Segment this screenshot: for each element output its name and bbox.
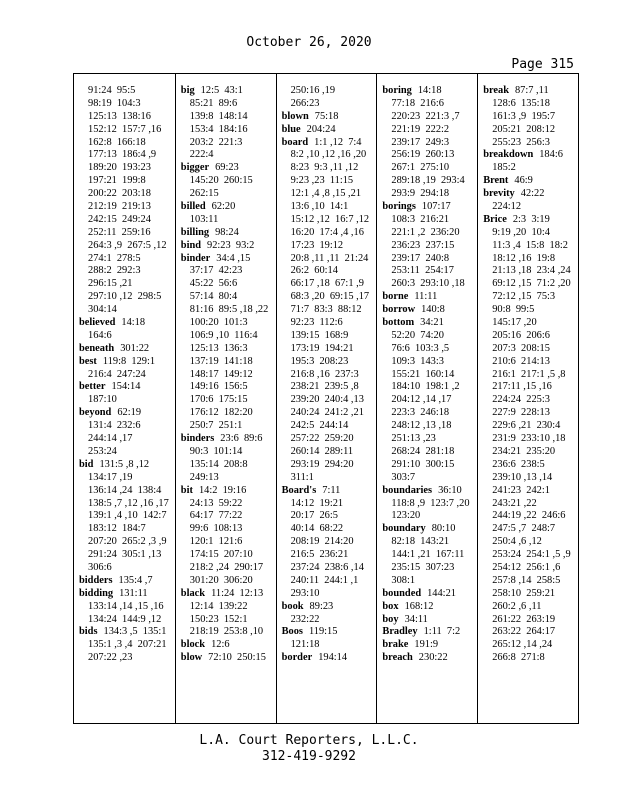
index-reference: 140:8 xyxy=(421,304,445,316)
index-reference: 34:4 ,15 xyxy=(216,252,251,264)
index-reference-line: 135:14 208:8 xyxy=(189,458,248,470)
index-reference-line: 255:23 256:3 xyxy=(492,136,550,148)
index-reference-line: 177:13 186:4 ,9 xyxy=(88,149,157,161)
index-reference: 87:7 ,11 xyxy=(514,85,549,96)
index-reference-line: 205:16 206:6 xyxy=(492,329,550,341)
index-reference-line: 291:24 305:1 ,13 xyxy=(88,549,162,561)
index-term: bidding 131:11 xyxy=(79,587,148,599)
index-reference-line: 152:12 157:7 ,16 xyxy=(88,123,162,135)
index-reference-line: 257:8 ,14 258:5 xyxy=(492,574,561,586)
index-reference-line: 222:4 xyxy=(189,149,214,161)
index-reference-line: 303:7 xyxy=(391,471,416,483)
index-reference-line: 260:14 289:11 xyxy=(290,445,354,457)
index-term: bid 131:5 ,8 ,12 xyxy=(79,458,150,470)
index-term: binder 34:4 ,15 xyxy=(180,252,251,264)
index-reference: 154:14 xyxy=(111,381,141,393)
index-reference-line: 91:24 95:5 xyxy=(88,85,136,96)
index-reference-line: 183:12 184:7 xyxy=(88,523,146,535)
index-reference-line: 223:3 246:18 xyxy=(391,407,450,419)
index-reference: 184:6 xyxy=(539,149,563,161)
index-reference-line: 221:19 222:2 xyxy=(391,123,450,135)
index-reference-line: 254:12 256:1 ,6 xyxy=(492,561,561,573)
index-reference-line: 229:6 ,21 230:4 xyxy=(492,420,561,432)
index-reference-line: 306:6 xyxy=(88,561,112,573)
index-reference-line: 274:1 278:5 xyxy=(88,252,141,264)
index-reference-line: 72:12 ,15 75:3 xyxy=(492,291,556,303)
index-reference: 42:22 xyxy=(520,188,545,200)
index-reference-line: 40:14 68:22 xyxy=(290,523,344,535)
index-reference-line: 258:10 259:21 xyxy=(492,587,556,599)
index-term: better 154:14 xyxy=(79,381,141,393)
index-column-3 xyxy=(276,74,377,723)
index-reference-line: 125:13 138:16 xyxy=(88,110,151,122)
index-reference-line: 77:18 216:6 xyxy=(391,97,444,109)
index-term: billed 62:20 xyxy=(180,201,236,213)
index-reference-line: 263:22 264:17 xyxy=(492,626,556,638)
index-reference: 191:9 xyxy=(414,639,439,651)
index-reference-line: 267:1 275:10 xyxy=(391,162,450,174)
index-reference-line: 308:1 xyxy=(391,574,416,586)
index-reference-line: 136:14 ,24 138:4 xyxy=(88,484,162,496)
index-term: Brent 46:9 xyxy=(483,175,533,187)
index-reference-line: 148:17 149:12 xyxy=(189,368,253,380)
index-term: box 168:12 xyxy=(382,600,434,612)
index-term: bounded 144:21 xyxy=(382,587,456,599)
index-reference: 34:21 xyxy=(420,317,444,329)
index-reference-line: 250:7 251:1 xyxy=(189,420,243,432)
index-reference-line: 120:1 121:6 xyxy=(189,536,243,548)
index-reference-line: 145:20 260:15 xyxy=(189,175,253,187)
index-reference-line: 64:17 77:22 xyxy=(189,510,243,522)
index-term: Boos 119:15 xyxy=(281,626,338,638)
index-reference-line: 15:12 ,12 16:7 ,12 xyxy=(290,213,370,225)
index-reference-line: 250:4 ,6 ,12 xyxy=(492,536,542,548)
index-term: borrow 140:8 xyxy=(382,304,445,316)
index-reference: 62:20 xyxy=(211,201,236,213)
index-reference-line: 137:19 141:18 xyxy=(189,355,253,367)
index-reference-line: 90:3 101:14 xyxy=(189,445,243,457)
index-reference-line: 45:22 56:6 xyxy=(189,278,238,290)
index-reference-line: 216:8 ,16 237:3 xyxy=(290,368,359,380)
index-reference: 12:5 43:1 xyxy=(200,85,243,96)
index-reference-line: 76:6 103:3 ,5 xyxy=(391,342,450,354)
index-term: boy 34:11 xyxy=(382,613,428,625)
index-reference-line: 244:14 ,17 xyxy=(88,433,133,445)
index-reference: 89:23 xyxy=(309,600,334,612)
index-reference-line: 208:19 214:20 xyxy=(290,536,354,548)
index-reference-line: 203:2 221:3 xyxy=(189,136,243,148)
index-term: breakdown 184:6 xyxy=(483,149,563,161)
index-column-4 xyxy=(376,74,477,723)
index-reference-line: 69:12 ,15 71:2 ,20 xyxy=(492,278,571,290)
index-reference-line: 240:24 241:2 ,21 xyxy=(290,407,364,419)
index-term: bit 14:2 19:16 xyxy=(180,484,247,496)
index-reference-line: 304:14 xyxy=(88,304,117,316)
index-reference: 12:6 xyxy=(211,639,230,651)
index-reference-line: 109:3 143:3 xyxy=(391,355,444,367)
index-reference-line: 224:24 225:3 xyxy=(492,394,550,406)
index-reference-line: 210:6 214:13 xyxy=(492,355,550,367)
index-reference-line: 125:13 136:3 xyxy=(189,342,248,354)
index-reference-line: 238:21 239:5 ,8 xyxy=(290,381,359,393)
index-reference-line: 236:6 238:5 xyxy=(492,458,545,470)
index-term: borings 107:17 xyxy=(382,201,451,213)
index-reference-line: 14:12 19:21 xyxy=(290,497,344,509)
index-reference-line: 239:20 240:4 ,13 xyxy=(290,394,364,406)
index-reference-line: 205:21 208:12 xyxy=(492,123,556,135)
index-reference-line: 144:1 ,21 167:11 xyxy=(391,549,465,561)
index-reference-line: 250:16 ,19 xyxy=(290,85,336,96)
index-reference-line: 264:3 ,9 267:5 ,12 xyxy=(88,239,167,251)
index-reference-line: 150:23 152:1 xyxy=(189,613,248,625)
index-reference-line: 207:3 208:15 xyxy=(492,342,550,354)
index-reference: 1:1 ,12 7:4 xyxy=(314,136,362,148)
index-reference-line: 52:20 74:20 xyxy=(391,329,444,341)
index-reference-line: 221:1 ,2 236:20 xyxy=(391,226,460,238)
index-reference-line: 236:23 237:15 xyxy=(391,239,455,251)
index-reference-line: 256:19 260:13 xyxy=(391,149,455,161)
index-term: Bradley 1:11 7:2 xyxy=(382,626,461,638)
footer-company: L.A. Court Reporters, L.L.C. xyxy=(199,733,419,748)
index-reference: 46:9 xyxy=(514,175,533,187)
index-reference-line: 145:17 ,20 xyxy=(492,317,537,329)
index-reference-line: 251:13 ,23 xyxy=(391,433,436,445)
index-reference-line: 260:2 ,6 ,11 xyxy=(492,600,542,612)
index-reference-line: 220:23 221:3 ,7 xyxy=(391,110,460,122)
index-reference: 14:18 xyxy=(417,85,442,96)
index-reference-line: 170:6 175:15 xyxy=(189,394,248,406)
index-reference-line: 100:20 101:3 xyxy=(189,317,248,329)
index-reference-line: 153:4 184:16 xyxy=(189,123,248,135)
index-term: brevity 42:22 xyxy=(483,188,545,200)
index-reference-line: 133:14 ,14 ,15 ,16 xyxy=(88,600,164,612)
index-reference-line: 176:12 182:20 xyxy=(189,407,253,419)
index-term: bottom 34:21 xyxy=(382,317,444,329)
index-reference: 80:10 xyxy=(431,523,456,535)
footer-phone: 312-419-9292 xyxy=(262,749,356,764)
index-reference: 14:2 19:16 xyxy=(198,484,247,496)
index-term: bids 134:3 ,5 135:1 xyxy=(79,626,167,638)
index-reference-line: 85:21 89:6 xyxy=(189,97,238,109)
index-reference: 131:5 ,8 ,12 xyxy=(99,458,150,470)
index-term: book 89:23 xyxy=(281,600,334,612)
index-reference-line: 92:23 112:6 xyxy=(290,317,343,329)
index-term: boundaries 36:10 xyxy=(382,484,462,496)
index-reference-line: 20:8 ,11 ,11 21:24 xyxy=(290,252,369,264)
index-term: bind 92:23 93:2 xyxy=(180,239,255,251)
index-term: binders 23:6 89:6 xyxy=(180,433,263,445)
index-reference-line: 139:8 148:14 xyxy=(189,110,248,122)
index-reference-line: 260:3 293:10 ,18 xyxy=(391,278,465,290)
index-reference-line: 248:12 ,13 ,18 xyxy=(391,420,452,432)
index-reference-line: 121:18 xyxy=(290,639,320,651)
index-reference-line: 134:17 ,19 xyxy=(88,471,133,483)
header-date: October 26, 2020 xyxy=(246,35,372,50)
index-reference-line: 257:22 259:20 xyxy=(290,433,354,445)
index-reference-line: 185:2 xyxy=(492,162,516,174)
index-term: beyond 62:19 xyxy=(79,407,142,419)
index-reference-line: 301:20 306:20 xyxy=(189,574,253,586)
index-term: big 12:5 43:1 xyxy=(180,85,243,96)
index-reference-line: 242:15 249:24 xyxy=(88,213,151,225)
index-term: black 11:24 12:13 xyxy=(180,587,264,599)
index-reference: 2:3 3:19 xyxy=(512,213,550,225)
index-reference: 131:11 xyxy=(119,587,148,599)
index-reference-line: 37:17 42:23 xyxy=(189,265,243,277)
index-reference-line: 207:20 265:2 ,3 ,9 xyxy=(88,536,167,548)
index-reference-line: 26:2 60:14 xyxy=(290,265,338,277)
index-reference-line: 155:21 160:14 xyxy=(391,368,455,380)
index-reference-line: 21:13 ,18 23:4 ,24 xyxy=(492,265,571,277)
index-reference-line: 218:19 253:8 ,10 xyxy=(189,626,264,638)
index-reference-line: 12:14 139:22 xyxy=(189,600,248,612)
index-reference-line: 231:9 233:10 ,18 xyxy=(492,433,566,445)
index-reference-line: 241:23 242:1 xyxy=(492,484,550,496)
index-reference: 119:15 xyxy=(308,626,338,638)
index-term: Board's 7:11 xyxy=(281,484,341,496)
index-reference-line: 200:22 203:18 xyxy=(88,188,151,200)
index-reference: 72:10 250:15 xyxy=(208,652,266,664)
index-reference-line: 195:3 208:23 xyxy=(290,355,349,367)
index-reference: 230:22 xyxy=(418,652,448,664)
index-reference-line: 262:15 xyxy=(189,188,219,200)
index-reference-line: 98:19 104:3 xyxy=(88,97,141,109)
index-reference-line: 184:10 198:1 ,2 xyxy=(391,381,460,393)
index-reference: 62:19 xyxy=(117,407,142,419)
index-reference-line: 207:22 ,23 xyxy=(88,652,133,664)
index-reference-line: 217:11 ,15 ,16 xyxy=(492,381,552,393)
index-reference-line: 161:3 ,9 195:7 xyxy=(492,110,556,122)
index-reference-line: 90:8 99:5 xyxy=(492,304,535,316)
index-reference-line: 11:3 ,4 15:8 18:2 xyxy=(492,239,569,251)
index-reference: 1:11 7:2 xyxy=(423,626,461,638)
index-reference-line: 247:5 ,7 248:7 xyxy=(492,523,556,535)
index-reference-line: 216:1 217:1 ,5 ,8 xyxy=(492,368,566,380)
index-reference-line: 9:19 ,20 10:4 xyxy=(492,226,550,238)
index-reference-line: 311:1 xyxy=(290,471,314,483)
index-reference: 135:4 ,7 xyxy=(118,574,153,586)
index-reference-line: 293:9 294:18 xyxy=(391,188,450,200)
index-reference-line: 253:24 254:1 ,5 ,9 xyxy=(492,549,571,561)
index-term: believed 14:18 xyxy=(79,317,146,329)
index-reference-line: 218:2 ,24 290:17 xyxy=(189,561,264,573)
index-reference-line: 216:4 247:24 xyxy=(88,368,146,380)
index-reference-line: 293:10 xyxy=(290,587,320,599)
index-reference-line: 20:17 26:5 xyxy=(290,510,338,522)
index-reference-line: 296:15 ,21 xyxy=(88,278,133,290)
index-reference-line: 232:22 xyxy=(290,613,320,625)
index-reference-line: 17:23 19:12 xyxy=(290,239,344,251)
index-reference-line: 261:22 263:19 xyxy=(492,613,556,625)
index-reference: 107:17 xyxy=(421,201,451,213)
index-reference-line: 106:9 ,10 116:4 xyxy=(189,329,258,341)
index-reference-line: 293:19 294:20 xyxy=(290,458,354,470)
index-reference-line: 212:19 219:13 xyxy=(88,201,151,213)
index-reference-line: 135:1 ,3 ,4 207:21 xyxy=(88,639,167,651)
index-reference-line: 288:2 292:3 xyxy=(88,265,141,277)
index-reference-line: 82:18 143:21 xyxy=(391,536,450,548)
index-reference-line: 18:12 ,16 19:8 xyxy=(492,252,556,264)
index-reference: 11:11 xyxy=(414,291,438,303)
index-reference: 36:10 xyxy=(438,484,462,496)
index-reference-line: 9:23 ,23 11:15 xyxy=(290,175,354,187)
index-reference-line: 243:21 ,22 xyxy=(492,497,537,509)
index-term: boring 14:18 xyxy=(382,85,442,96)
index-reference: 92:23 93:2 xyxy=(207,239,255,251)
index-term: breach 230:22 xyxy=(382,652,448,664)
index-reference-line: 12:1 ,4 ,8 ,15 ,21 xyxy=(290,188,362,200)
index-reference: 34:11 xyxy=(404,613,428,625)
index-reference: 11:24 12:13 xyxy=(211,587,264,599)
index-term: bigger 69:23 xyxy=(180,162,239,174)
index-reference-line: 139:1 ,4 ,10 142:7 xyxy=(88,510,167,522)
index-reference-line: 266:8 271:8 xyxy=(492,652,545,664)
index-reference-line: 244:19 ,22 246:6 xyxy=(492,510,566,522)
index-reference-line: 197:21 199:8 xyxy=(88,175,146,187)
index-reference-line: 71:7 83:3 88:12 xyxy=(290,304,362,316)
index-reference: 301:22 xyxy=(120,342,150,354)
index-reference-line: 118:8 ,9 123:7 ,20 xyxy=(391,497,470,509)
index-reference: 144:21 xyxy=(427,587,456,599)
index-reference-line: 234:21 235:20 xyxy=(492,445,556,457)
index-term: blown 75:18 xyxy=(281,110,339,122)
index-reference-line: 149:16 156:5 xyxy=(189,381,248,393)
index-reference: 119:8 129:1 xyxy=(102,355,156,367)
index-term: borne 11:11 xyxy=(382,291,438,303)
index-reference-line: 57:14 80:4 xyxy=(189,291,238,303)
index-reference-line: 16:20 17:4 ,4 ,16 xyxy=(290,226,364,238)
index-term: beneath 301:22 xyxy=(79,342,150,354)
index-term: board 1:1 ,12 7:4 xyxy=(281,136,362,148)
index-table xyxy=(73,73,579,724)
index-reference-line: 239:10 ,13 ,14 xyxy=(492,471,553,483)
index-term: border 194:14 xyxy=(281,652,348,664)
index-reference-line: 235:15 307:23 xyxy=(391,561,455,573)
index-reference-line: 289:18 ,19 293:4 xyxy=(391,175,465,187)
index-reference-line: 265:12 ,14 ,24 xyxy=(492,639,553,651)
index-reference-line: 162:8 166:18 xyxy=(88,136,146,148)
index-reference-line: 99:6 108:13 xyxy=(189,523,243,535)
index-reference-line: 128:6 135:18 xyxy=(492,97,550,109)
index-reference-line: 138:5 ,7 ,12 ,16 ,17 xyxy=(88,497,169,509)
index-reference: 14:18 xyxy=(121,317,146,329)
index-reference: 69:23 xyxy=(215,162,239,174)
index-reference-line: 68:3 ,20 69:15 ,17 xyxy=(290,291,370,303)
index-reference-line: 249:13 xyxy=(189,471,219,483)
index-reference-line: 24:13 59:22 xyxy=(189,497,243,509)
index-term: billing 98:24 xyxy=(180,226,239,238)
index-reference-line: 291:10 300:15 xyxy=(391,458,455,470)
index-column-2 xyxy=(175,74,276,723)
index-column-1 xyxy=(74,74,175,723)
index-term: boundary 80:10 xyxy=(382,523,456,535)
index-reference-line: 268:24 281:18 xyxy=(391,445,455,457)
index-reference-line: 123:20 xyxy=(391,510,421,522)
index-reference-line: 8:23 9:3 ,11 ,12 xyxy=(290,162,359,174)
index-reference: 75:18 xyxy=(314,110,339,122)
index-reference-line: 103:11 xyxy=(189,213,219,225)
index-reference: 134:3 ,5 135:1 xyxy=(103,626,167,638)
index-reference-line: 227:9 228:13 xyxy=(492,407,550,419)
index-reference-line: 66:17 ,18 67:1 ,9 xyxy=(290,278,364,290)
index-term: bidders 135:4 ,7 xyxy=(79,574,153,586)
index-term: best 119:8 129:1 xyxy=(79,355,156,367)
index-term: blow 72:10 250:15 xyxy=(180,652,266,664)
index-reference-line: 253:11 254:17 xyxy=(391,265,454,277)
index-reference: 7:11 xyxy=(322,484,341,496)
index-reference-line: 242:5 244:14 xyxy=(290,420,349,432)
index-reference-line: 240:11 244:1 ,1 xyxy=(290,574,359,586)
page-number: Page 315 xyxy=(511,57,574,72)
index-reference-line: 13:6 ,10 14:1 xyxy=(290,201,349,213)
index-reference-line: 8:2 ,10 ,12 ,16 ,20 xyxy=(290,149,367,161)
index-reference: 23:6 89:6 xyxy=(220,433,263,445)
index-reference: 168:12 xyxy=(404,600,434,612)
index-reference-line: 237:24 238:6 ,14 xyxy=(290,561,364,573)
index-reference-line: 253:24 xyxy=(88,445,117,457)
index-reference-line: 239:17 240:8 xyxy=(391,252,450,264)
index-column-5 xyxy=(477,74,578,723)
index-reference-line: 297:10 ,12 298:5 xyxy=(88,291,162,303)
index-term: break 87:7 ,11 xyxy=(483,85,549,96)
index-reference-line: 216:5 236:21 xyxy=(290,549,349,561)
index-reference: 194:14 xyxy=(318,652,348,664)
index-reference-line: 81:16 89:5 ,18 ,22 xyxy=(189,304,269,316)
index-reference-line: 239:17 249:3 xyxy=(391,136,450,148)
index-reference-line: 108:3 216:21 xyxy=(391,213,450,225)
index-term: brake 191:9 xyxy=(382,639,439,651)
index-term: Brice 2:3 3:19 xyxy=(483,213,550,225)
index-reference-line: 174:15 207:10 xyxy=(189,549,253,561)
index-reference-line: 224:12 xyxy=(492,201,522,213)
index-reference-line: 131:4 232:6 xyxy=(88,420,141,432)
index-reference: 204:24 xyxy=(306,123,336,135)
index-reference-line: 266:23 xyxy=(290,97,320,109)
index-reference-line: 173:19 194:21 xyxy=(290,342,354,354)
index-reference: 98:24 xyxy=(215,226,239,238)
index-term: blue 204:24 xyxy=(281,123,336,135)
index-term: block 12:6 xyxy=(180,639,230,651)
index-reference-line: 134:24 144:9 ,12 xyxy=(88,613,162,625)
index-reference-line: 164:6 xyxy=(88,329,112,341)
index-reference-line: 252:11 259:16 xyxy=(88,226,151,238)
index-reference-line: 187:10 xyxy=(88,394,117,406)
index-reference-line: 204:12 ,14 ,17 xyxy=(391,394,452,406)
index-reference-line: 139:15 168:9 xyxy=(290,329,349,341)
index-reference-line: 189:20 193:23 xyxy=(88,162,151,174)
